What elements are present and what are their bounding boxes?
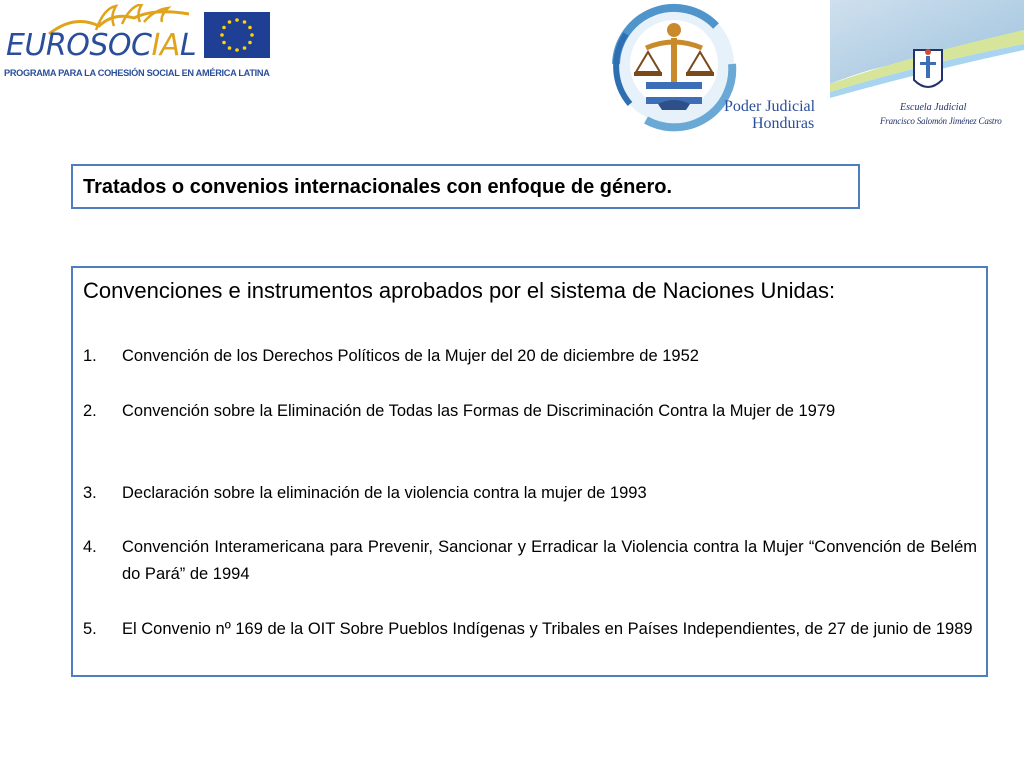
list-item-number: 1. (83, 347, 97, 365)
list-item-number: 4. (83, 538, 97, 556)
eu-star-icon (228, 46, 232, 50)
escuela-judicial-name: Francisco Salomón Jiménez Castro (880, 116, 1002, 126)
eu-star-icon (235, 48, 239, 52)
eu-star-icon (228, 20, 232, 24)
poder-judicial-logo (606, 0, 826, 138)
list-item-text: Declaración sobre la eliminación de la violencia contra la mujer de 1993 (122, 484, 647, 502)
list-item-number: 5. (83, 620, 97, 638)
eurosocial-tagline: PROGRAMA PARA LA COHESIÓN SOCIAL EN AMÉRICA LATINA (4, 68, 270, 78)
slide-title: Tratados o convenios internacionales con enfoque de género. (83, 176, 673, 198)
eu-star-icon (235, 18, 239, 22)
list-item-text: Convención Interamericana para Prevenir, Sancionar y Erradicar la Violencia contra la Mujer “Convención de Belém do Pará” de 1994 (122, 538, 977, 583)
list-item-text: El Convenio nº 169 de la OIT Sobre Pueblos Indígenas y Tribales en Países Independientes, de 27 de junio de 1989 (122, 620, 973, 638)
eu-star-icon (222, 41, 226, 45)
eu-star-icon (222, 26, 226, 30)
eu-star-icon (243, 20, 247, 24)
eu-flag-icon (204, 12, 270, 58)
eu-star-icon (248, 26, 252, 30)
eurosocial-logo (4, 4, 274, 80)
list-item-text: Convención de los Derechos Políticos de la Mujer del 20 de diciembre de 1952 (122, 347, 699, 365)
list-item-number: 3. (83, 484, 97, 502)
content-box (71, 266, 988, 677)
eu-star-icon (243, 46, 247, 50)
eu-star-icon (248, 41, 252, 45)
eu-star-icon (220, 33, 224, 37)
poder-judicial-title: Poder Judicial (724, 98, 816, 115)
list-item (83, 616, 977, 643)
poder-judicial-country: Honduras (752, 115, 815, 132)
content-heading: Convenciones e instrumentos aprobados por el sistema de Naciones Unidas: (83, 278, 836, 303)
list-item (83, 480, 977, 507)
shield-icon (914, 49, 942, 87)
list-item-text: Convención sobre la Eliminación de Todas las Formas de Discriminación Contra la Mujer de 1979 (122, 402, 836, 420)
list-item (83, 534, 977, 588)
list-item-number: 2. (83, 402, 97, 420)
escuela-judicial-title: Escuela Judicial (900, 102, 967, 113)
list-item (83, 343, 977, 370)
eurosocial-wordmark: EUROSOCIAL (6, 28, 197, 63)
list-item (83, 398, 977, 425)
escuela-judicial-logo (830, 0, 1024, 140)
eu-star-icon (250, 33, 254, 37)
title-box (71, 164, 860, 209)
